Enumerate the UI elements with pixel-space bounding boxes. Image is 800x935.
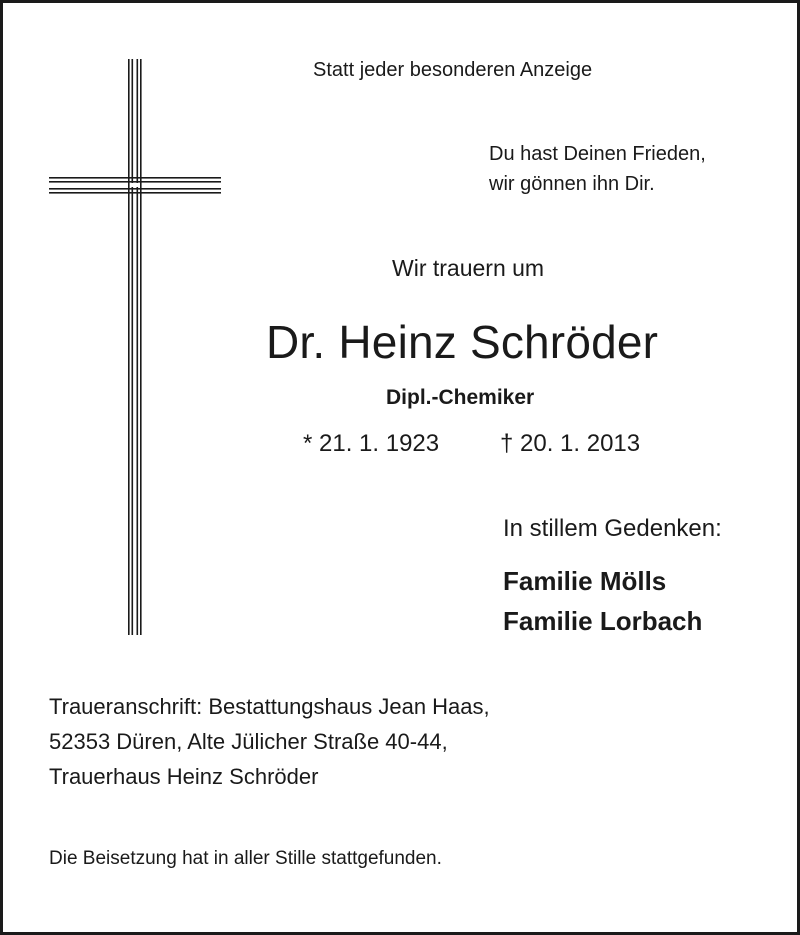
intro-line: Statt jeder besonderen Anzeige [313, 59, 593, 81]
cross-icon [47, 59, 223, 635]
family-name: Familie Lorbach [503, 606, 703, 636]
verse-line: Du hast Deinen Frieden, [489, 143, 706, 165]
mourning-line: Wir trauern um [392, 255, 545, 281]
closing-note: Die Beisetzung hat in aller Stille stattgefunden. [49, 848, 442, 869]
verse-line: wir gönnen ihn Dir. [489, 173, 655, 195]
address-line: Traueranschrift: Bestattungshaus Jean Haas, [49, 694, 490, 719]
death-date: † 20. 1. 2013 [500, 430, 641, 457]
memory-line: In stillem Gedenken: [503, 515, 722, 542]
address-line: 52353 Düren, Alte Jülicher Straße 40-44, [49, 729, 448, 754]
families-list [503, 561, 702, 641]
profession: Dipl.-Chemiker [386, 386, 535, 409]
mourning-address [49, 689, 490, 794]
family-name: Familie Mölls [503, 566, 667, 596]
verse [489, 139, 706, 199]
birth-date: * 21. 1. 1923 [303, 430, 440, 457]
address-line: Trauerhaus Heinz Schröder [49, 764, 319, 789]
deceased-name: Dr. Heinz Schröder [266, 316, 659, 368]
